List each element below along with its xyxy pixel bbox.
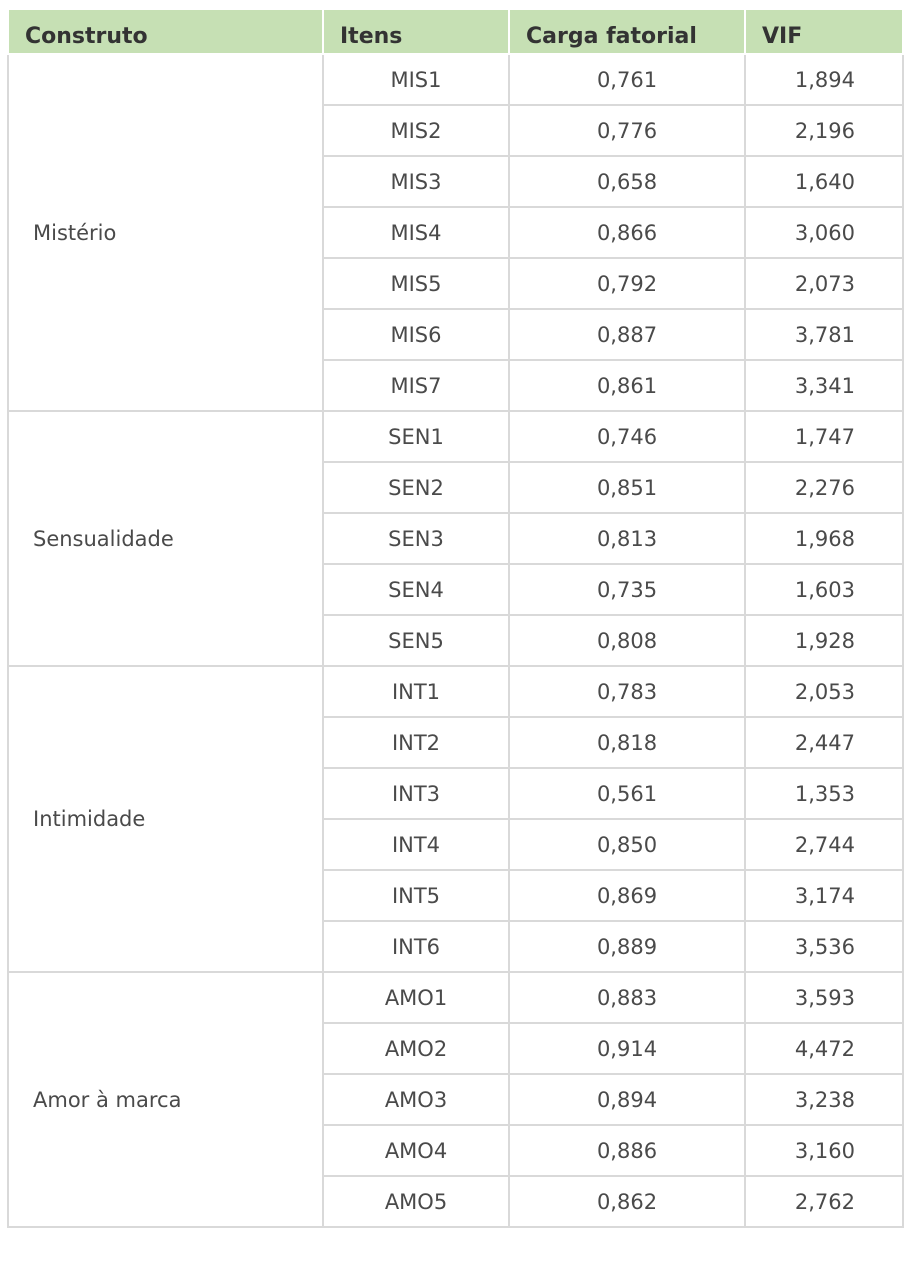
item-cell: MIS5: [323, 258, 509, 309]
loading-cell: 0,887: [509, 309, 745, 360]
vif-cell: 2,073: [745, 258, 903, 309]
vif-cell: 2,762: [745, 1176, 903, 1227]
item-cell: AMO1: [323, 972, 509, 1023]
loading-cell: 0,889: [509, 921, 745, 972]
construct-cell: Amor à marca: [8, 972, 323, 1227]
loading-cell: 0,869: [509, 870, 745, 921]
item-cell: MIS3: [323, 156, 509, 207]
loading-cell: 0,808: [509, 615, 745, 666]
vif-cell: 3,781: [745, 309, 903, 360]
vif-cell: 3,060: [745, 207, 903, 258]
loading-cell: 0,746: [509, 411, 745, 462]
loading-cell: 0,561: [509, 768, 745, 819]
vif-cell: 2,447: [745, 717, 903, 768]
loading-cell: 0,776: [509, 105, 745, 156]
item-cell: MIS1: [323, 54, 509, 105]
item-cell: MIS7: [323, 360, 509, 411]
table-row: [8, 411, 903, 462]
vif-cell: 1,603: [745, 564, 903, 615]
item-cell: MIS2: [323, 105, 509, 156]
vif-cell: 3,238: [745, 1074, 903, 1125]
item-cell: SEN5: [323, 615, 509, 666]
item-cell: AMO4: [323, 1125, 509, 1176]
loading-cell: 0,866: [509, 207, 745, 258]
loading-cell: 0,861: [509, 360, 745, 411]
loading-cell: 0,818: [509, 717, 745, 768]
table-container: [7, 8, 904, 1228]
item-cell: AMO5: [323, 1176, 509, 1227]
table-row: [8, 972, 903, 1023]
loading-cell: 0,883: [509, 972, 745, 1023]
item-cell: SEN2: [323, 462, 509, 513]
table-row: [8, 666, 903, 717]
construct-cell: Sensualidade: [8, 411, 323, 666]
item-cell: SEN1: [323, 411, 509, 462]
loading-cell: 0,658: [509, 156, 745, 207]
vif-cell: 2,744: [745, 819, 903, 870]
item-cell: MIS4: [323, 207, 509, 258]
vif-cell: 3,174: [745, 870, 903, 921]
vif-cell: 3,160: [745, 1125, 903, 1176]
loading-cell: 0,735: [509, 564, 745, 615]
item-cell: INT6: [323, 921, 509, 972]
loading-cell: 0,851: [509, 462, 745, 513]
header-itens: Itens: [323, 9, 509, 54]
vif-cell: 3,593: [745, 972, 903, 1023]
loading-cell: 0,792: [509, 258, 745, 309]
construct-cell: Mistério: [8, 54, 323, 411]
item-cell: INT1: [323, 666, 509, 717]
loading-cell: 0,894: [509, 1074, 745, 1125]
vif-cell: 1,353: [745, 768, 903, 819]
loading-cell: 0,783: [509, 666, 745, 717]
item-cell: MIS6: [323, 309, 509, 360]
item-cell: AMO2: [323, 1023, 509, 1074]
header-vif: VIF: [745, 9, 903, 54]
vif-cell: 2,053: [745, 666, 903, 717]
vif-cell: 1,968: [745, 513, 903, 564]
item-cell: SEN3: [323, 513, 509, 564]
loading-cell: 0,914: [509, 1023, 745, 1074]
loading-cell: 0,862: [509, 1176, 745, 1227]
vif-cell: 3,536: [745, 921, 903, 972]
loading-cell: 0,761: [509, 54, 745, 105]
vif-cell: 1,747: [745, 411, 903, 462]
header-row: [8, 9, 903, 54]
loading-cell: 0,850: [509, 819, 745, 870]
vif-cell: 2,196: [745, 105, 903, 156]
item-cell: INT2: [323, 717, 509, 768]
vif-cell: 3,341: [745, 360, 903, 411]
table-body: [8, 54, 903, 1227]
item-cell: AMO3: [323, 1074, 509, 1125]
vif-cell: 4,472: [745, 1023, 903, 1074]
vif-cell: 1,894: [745, 54, 903, 105]
item-cell: SEN4: [323, 564, 509, 615]
header-carga-fatorial: Carga fatorial: [509, 9, 745, 54]
loading-cell: 0,813: [509, 513, 745, 564]
vif-cell: 1,640: [745, 156, 903, 207]
item-cell: INT4: [323, 819, 509, 870]
vif-cell: 1,928: [745, 615, 903, 666]
vif-cell: 2,276: [745, 462, 903, 513]
factor-loadings-table: [7, 8, 904, 1228]
item-cell: INT3: [323, 768, 509, 819]
header-construto: Construto: [8, 9, 323, 54]
construct-cell: Intimidade: [8, 666, 323, 972]
table-row: [8, 54, 903, 105]
loading-cell: 0,886: [509, 1125, 745, 1176]
item-cell: INT5: [323, 870, 509, 921]
